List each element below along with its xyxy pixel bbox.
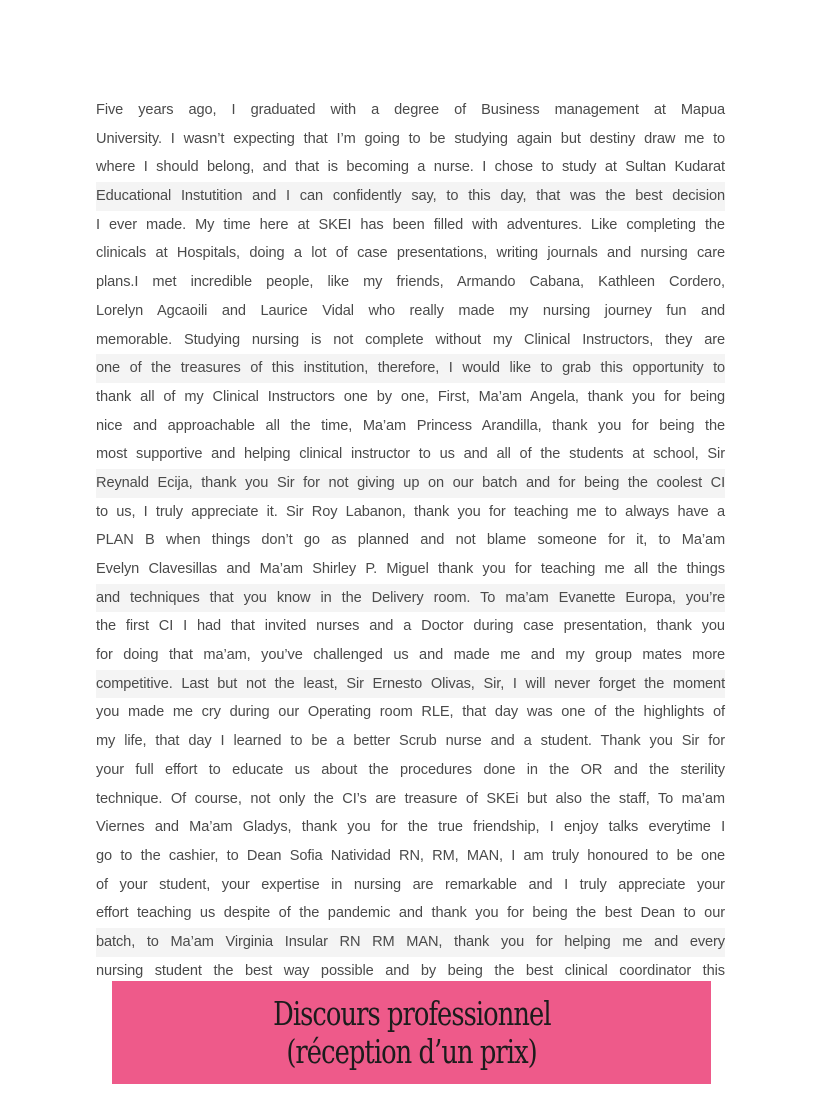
text-line: Evelyn Clavesillas and Ma’am Shirley P. Miguel thank you for teaching me all the things [96,561,725,577]
text-line: I ever made. My time here at SKEI has been filled with adventures. Like completing the [96,216,725,233]
text-line: Reynald Ecija, thank you Sir for not giving up on our batch and for being the coolest CI [96,469,725,498]
text-line: technique. Of course, not only the CI’s are treasure of SKEi but also the staff, To ma’am [96,790,725,807]
text-line: University. I wasn’t expecting that I’m going to be studying again but destiny draw me to [96,130,726,147]
text-line: memorable. Studying nursing is not complete without my Clinical Instructors, they are [96,331,725,348]
text-line: one of the treasures of this institution, therefore, I would like to grab this opportunity to [96,354,725,383]
text-line: competitive. Last but not the least, Sir Ernesto Olivas, Sir, I will never forget the moment [96,670,725,699]
text-line: nursing student the best way possible and by being the best clinical coordinator this [96,962,725,979]
text-line: for doing that ma’am, you’ve challenged us and made me and my group mates more [96,647,726,664]
text-line: nice and approachable all the time, Ma’am Princess Arandilla, thank you for being the [96,417,726,434]
text-line: plans.I met incredible people, like my friends, Armando Cabana, Kathleen Cordero, [96,274,726,291]
text-line: most supportive and helping clinical instructor to us and all of the students at school, Sir [96,446,725,463]
text-line: you made me cry during our Operating room RLE, that day was one of the highlights of [96,704,725,721]
text-line: my life, that day I learned to be a better Scrub nurse and a student. Thank you Sir for [96,733,725,750]
text-line: go to the cashier, to Dean Sofia Natividad RN, RM, MAN, I am truly honoured to be one [96,847,726,864]
text-line: Lorelyn Agcaoili and Laurice Vidal who really made my nursing journey fun and [96,302,726,319]
banner-title-line-1: Discours professionnel [272,993,551,1033]
text-line: batch, to Ma’am Virginia Insular RN RM MAN, thank you for helping me and every [96,928,725,957]
text-line: Viernes and Ma’am Gladys, thank you for the true friendship, I enjoy talks everytime I [96,819,726,836]
text-line: of your student, your expertise in nursing are remarkable and I truly appreciate your [96,876,725,893]
text-line: PLAN B when things don’t go as planned and not blame someone for it, to Ma’am [96,532,726,549]
text-line: where I should belong, and that is becoming a nurse. I chose to study at Sultan Kudarat [96,159,725,176]
text-line: and techniques that you know in the Delivery room. To ma’am Evanette Europa, you’re [96,584,725,613]
speech-body-text [96,96,725,985]
text-line: effort teaching us despite of the pandemic and thank you for being the best Dean to our [96,905,725,922]
banner-title-line-2: (réception d’un prix) [286,1031,537,1071]
text-line: to us, I truly appreciate it. Sir Roy Labanon, thank you for teaching me to always have a [96,503,725,520]
text-line: thank all of my Clinical Instructors one by one, First, Ma’am Angela, thank you for being [96,388,726,405]
text-line: Five years ago, I graduated with a degree of Business management at Mapua [96,102,725,118]
text-line: your full effort to educate us about the procedures done in the OR and the sterility [96,761,725,778]
text-line: Educational Instutition and I can confidently say, to this day, that was the best decision [96,182,725,211]
text-line: the first CI I had that invited nurses and a Doctor during case presentation, thank you [96,618,725,635]
text-line: clinicals at Hospitals, doing a lot of case presentations, writing journals and nursing care [96,245,725,262]
title-banner [112,981,711,1084]
